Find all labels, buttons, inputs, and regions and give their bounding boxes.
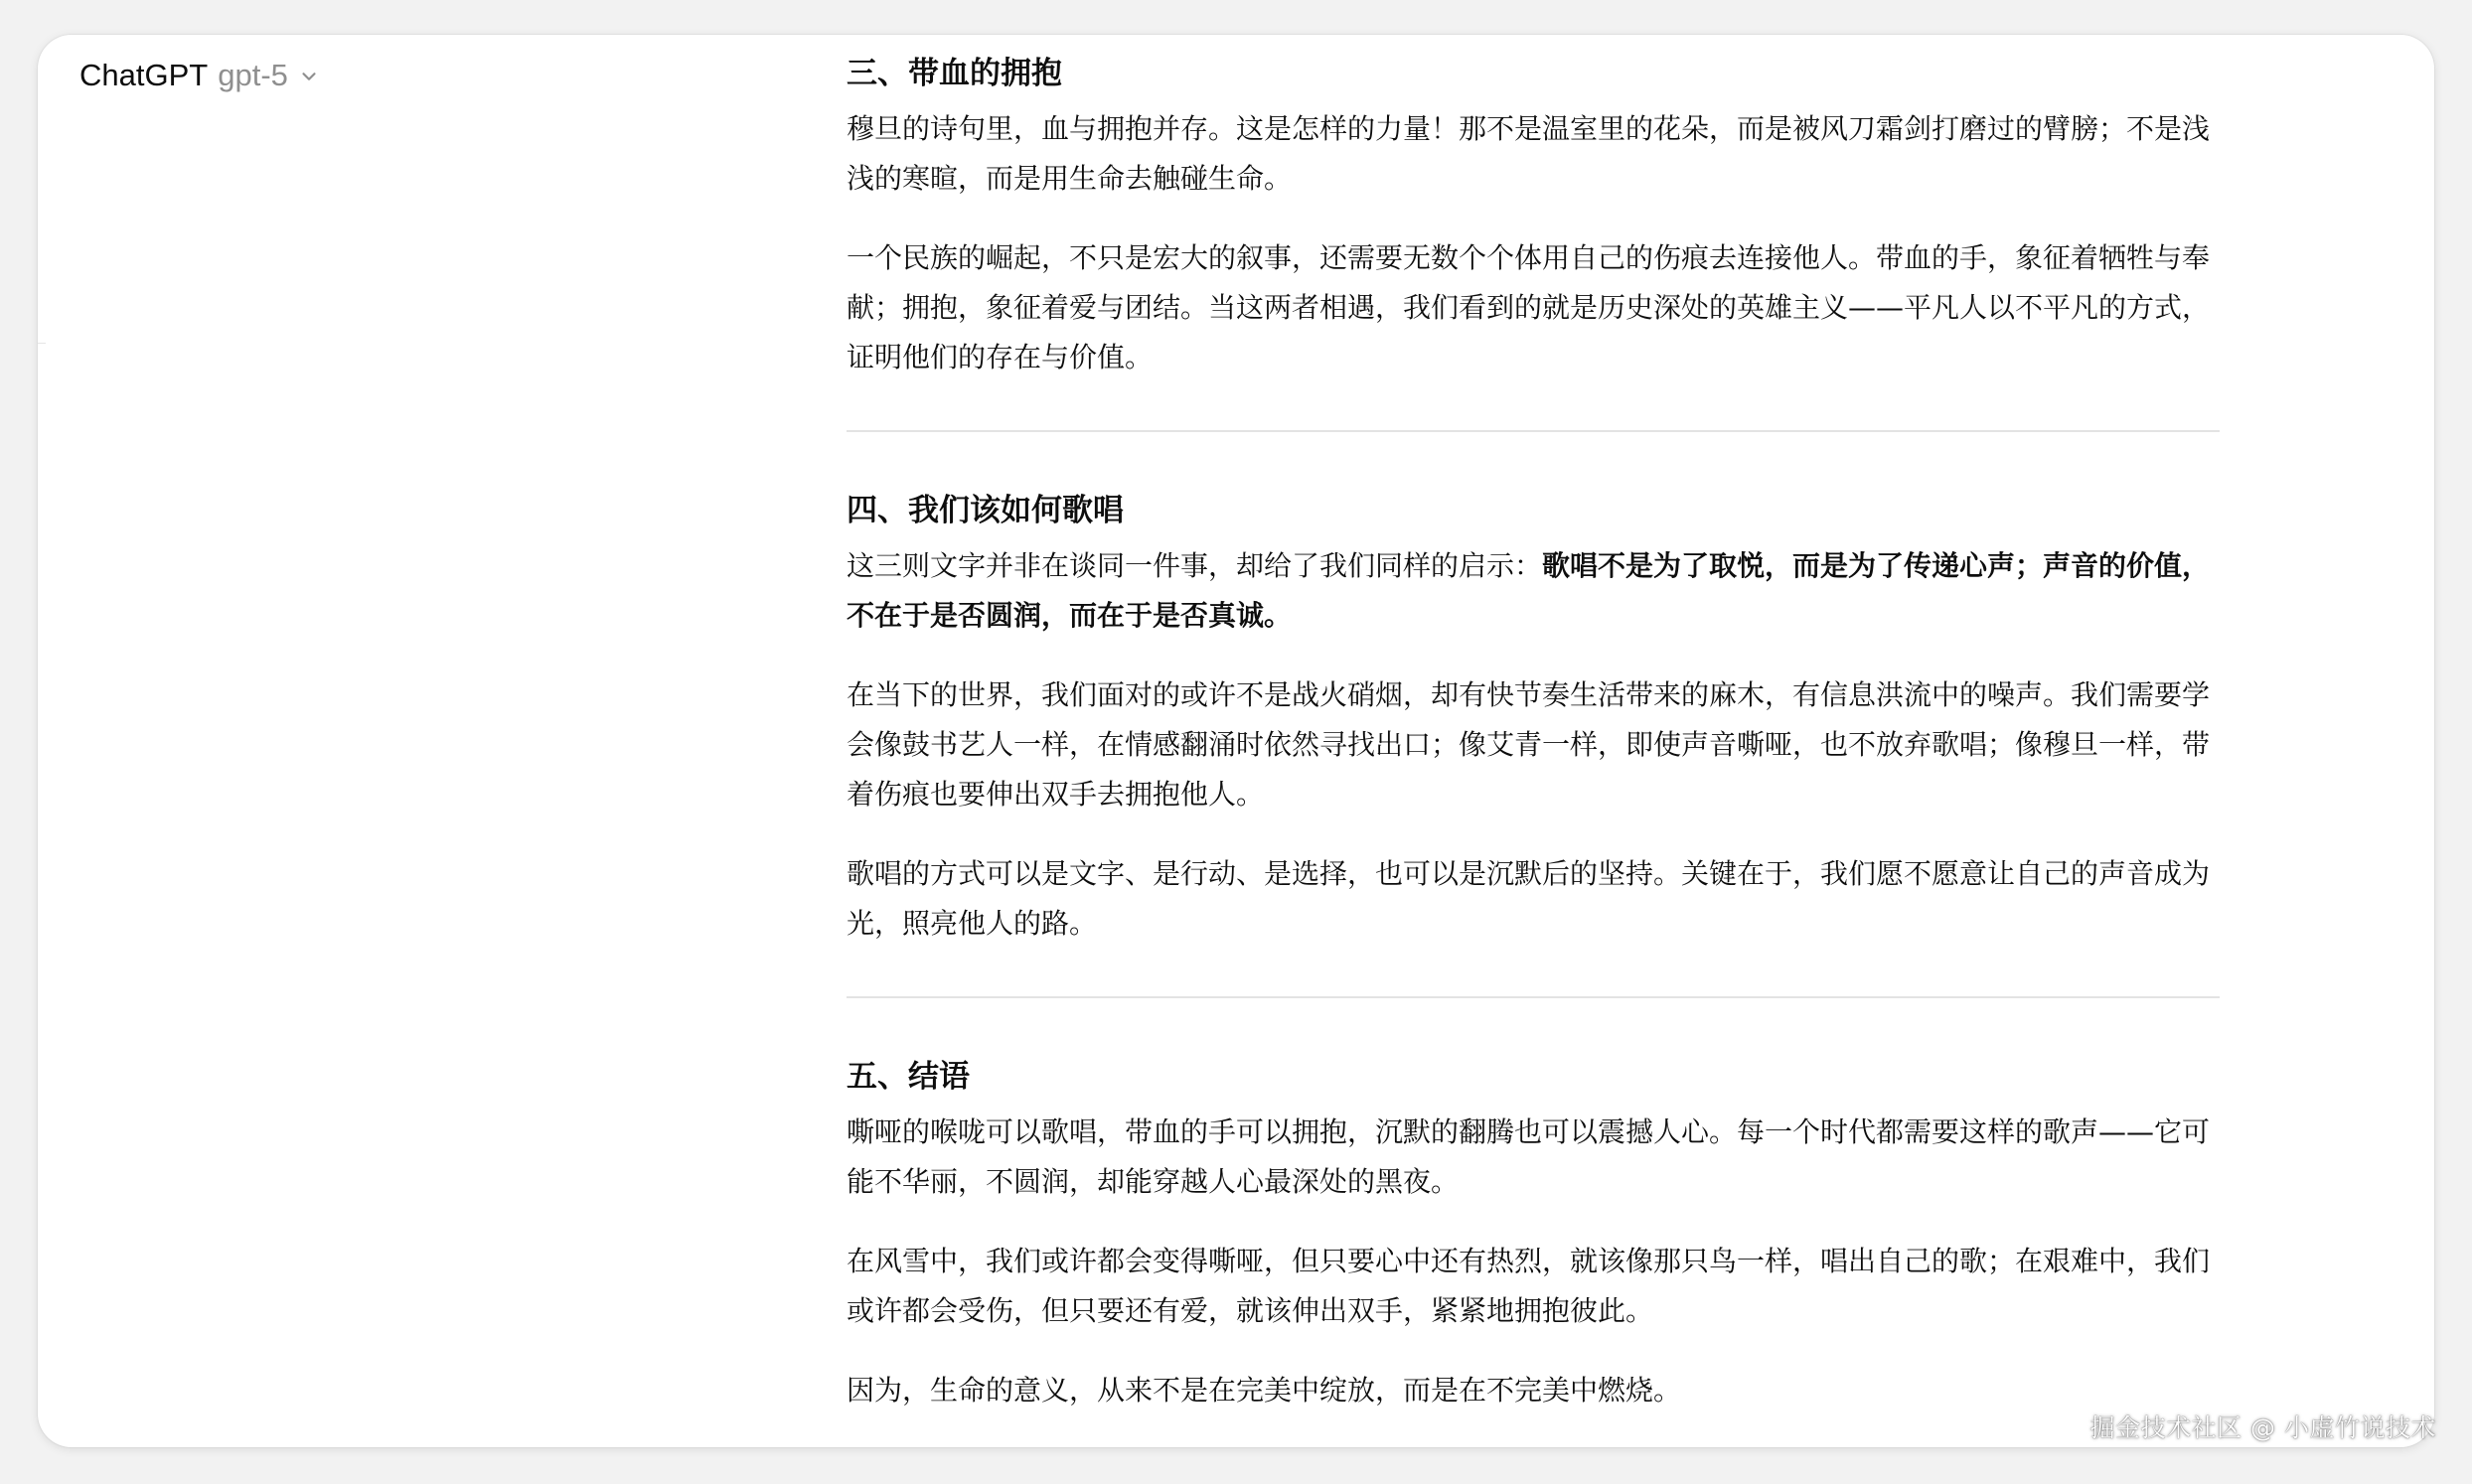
model-selector-button[interactable]: [79, 51, 320, 100]
paragraph: 歌唱的方式可以是文字、是行动、是选择，也可以是沉默后的坚持。关键在于，我们愿不愿意让自己的声音成为光，照亮他人的路。: [847, 857, 2211, 940]
section-heading-3: 三、带血的拥抱: [847, 56, 1062, 91]
chat-window: [38, 35, 2434, 1447]
paragraph-text: 这三则文字并非在谈同一件事，却给了我们同样的启示：: [847, 549, 1543, 582]
sidebar-divider: [38, 343, 46, 344]
paragraph: 在风雪中，我们或许都会变得嘶哑，但只要心中还有热烈，就该像那只鸟一样，唱出自己的歌；在艰难中，我们或许都会受伤，但只要还有爱，就该伸出双手，紧紧地拥抱彼此。: [847, 1245, 2211, 1327]
paragraph: 穆旦的诗句里，血与拥抱并存。这是怎样的力量！那不是温室里的花朵，而是被风刀霜剑打磨过的臂膀；不是浅浅的寒暄，而是用生命去触碰生命。: [847, 112, 2211, 195]
brand-name: ChatGPT: [79, 58, 209, 92]
paragraph: 因为，生命的意义，从来不是在完美中绽放，而是在不完美中燃烧。: [847, 1374, 1682, 1407]
assistant-message: [847, 35, 2220, 1415]
section-heading-4: 四、我们该如何歌唱: [847, 493, 1124, 528]
model-name: gpt-5: [218, 58, 288, 92]
paragraph: 一个民族的崛起，不只是宏大的叙事，还需要无数个个体用自己的伤痕去连接他人。带血的手，象征着牺牲与奉献；拥抱，象征着爱与团结。当这两者相遇，我们看到的就是历史深处的英雄主义——平凡人以不平凡的方式，证明他们的存在与价值。: [847, 241, 2211, 373]
paragraph: 嘶哑的喉咙可以歌唱，带血的手可以拥抱，沉默的翻腾也可以震撼人心。每一个时代都需要这样的歌声——它可能不华丽，不圆润，却能穿越人心最深处的黑夜。: [847, 1115, 2211, 1198]
section-divider: [847, 430, 2220, 432]
chevron-down-icon: [298, 66, 320, 87]
section-heading-5: 五、结语: [847, 1059, 970, 1095]
watermark: 掘金技术社区 @ 小虚竹说技术: [2089, 1413, 2436, 1442]
paragraph: [847, 541, 2220, 641]
section-divider: [847, 996, 2220, 998]
paragraph: 在当下的世界，我们面对的或许不是战火硝烟，却有快节奏生活带来的麻木，有信息洪流中的噪声。我们需要学会像鼓书艺人一样，在情感翻涌时依然寻找出口；像艾青一样，即使声音嘶哑，也不放弃歌唱；像穆旦一样，带着伤痕也要伸出双手去拥抱他人。: [847, 678, 2211, 811]
emphasis-text: 歌唱不是为了取悦，而是为了传递心声；声音的价值，不在于是否圆润，而在于是否真诚。: [847, 549, 2211, 632]
